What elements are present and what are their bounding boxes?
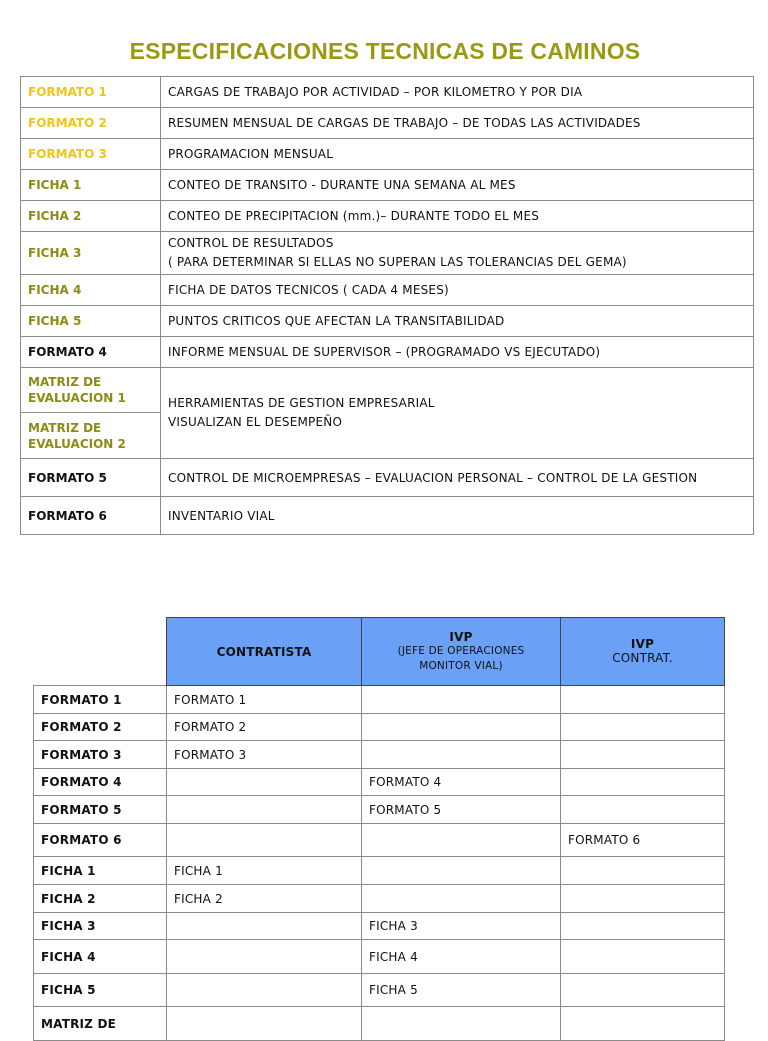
cell-contratista: FORMATO 2 [167, 714, 362, 741]
table-row [34, 741, 725, 769]
header-ivp-contrat [561, 618, 725, 686]
row-code: FORMATO 5 [34, 796, 167, 824]
table-row [34, 885, 725, 913]
row-code: FORMATO 5 [21, 459, 161, 497]
row-code: FICHA 3 [34, 913, 167, 940]
description-line: HERRAMIENTAS DE GESTION EMPRESARIAL [168, 396, 435, 410]
row-description: PUNTOS CRITICOS QUE AFECTAN LA TRANSITABILIDAD [161, 306, 754, 337]
cell-ivp: FICHA 5 [362, 974, 561, 1007]
table-row [34, 796, 725, 824]
row-code: FORMATO 6 [21, 497, 161, 535]
header-sublabel: (JEFE DE OPERACIONES [397, 644, 525, 657]
cell-contratista [167, 796, 362, 824]
row-description: RESUMEN MENSUAL DE CARGAS DE TRABAJO – DE TODAS LAS ACTIVIDADES [161, 108, 754, 139]
table-row [21, 368, 754, 413]
code-line: EVALUACION 2 [28, 436, 126, 451]
header-contratista [167, 618, 362, 686]
cell-ivp-contrat [561, 796, 725, 824]
empty-corner [34, 618, 167, 686]
cell-ivp: FICHA 3 [362, 913, 561, 940]
header-ivp-jefe [362, 618, 561, 686]
row-code: FORMATO 1 [21, 77, 161, 108]
cell-ivp [362, 857, 561, 885]
cell-ivp-contrat [561, 714, 725, 741]
table-row [21, 275, 754, 306]
row-code: FICHA 1 [21, 170, 161, 201]
code-line: MATRIZ DE [28, 375, 102, 389]
row-code: FORMATO 3 [34, 741, 167, 769]
row-code: FICHA 3 [21, 232, 161, 275]
table-row [21, 170, 754, 201]
cell-ivp-contrat [561, 857, 725, 885]
cell-ivp [362, 714, 561, 741]
row-description: FICHA DE DATOS TECNICOS ( CADA 4 MESES) [161, 275, 754, 306]
row-code [21, 368, 161, 413]
cell-ivp-contrat [561, 686, 725, 714]
cell-contratista [167, 974, 362, 1007]
cell-ivp-contrat: FORMATO 6 [561, 824, 725, 857]
header-label: CONTRATISTA [216, 644, 312, 659]
cell-ivp [362, 686, 561, 714]
specifications-table [20, 76, 754, 535]
header-label: IVP [630, 637, 655, 651]
table-row [34, 940, 725, 974]
cell-ivp-contrat [561, 940, 725, 974]
row-code: FORMATO 3 [21, 139, 161, 170]
table-row [21, 337, 754, 368]
cell-contratista [167, 940, 362, 974]
header-label: IVP [449, 629, 473, 644]
row-code [21, 413, 161, 459]
table-row [34, 913, 725, 940]
table-row [34, 857, 725, 885]
row-description: CONTEO DE TRANSITO - DURANTE UNA SEMANA AL MES [161, 170, 754, 201]
row-code: FORMATO 4 [21, 337, 161, 368]
description-line: ( PARA DETERMINAR SI ELLAS NO SUPERAN LAS TOLERANCIAS DEL GEMA) [168, 255, 627, 269]
cell-contratista: FICHA 1 [167, 857, 362, 885]
cell-ivp [362, 741, 561, 769]
cell-ivp-contrat [561, 974, 725, 1007]
cell-ivp: FORMATO 4 [362, 769, 561, 796]
row-description: CARGAS DE TRABAJO POR ACTIVIDAD – POR KILOMETRO Y POR DIA [161, 77, 754, 108]
code-line: EVALUACION 1 [28, 391, 126, 405]
header-sublabel: CONTRAT. [612, 651, 673, 665]
row-code: FORMATO 1 [34, 686, 167, 714]
row-description: CONTEO DE PRECIPITACION (mm.)– DURANTE TODO EL MES [161, 201, 754, 232]
table-row [21, 139, 754, 170]
row-code: FICHA 2 [34, 885, 167, 913]
row-code: FICHA 5 [34, 974, 167, 1007]
table-row [21, 232, 754, 275]
cell-contratista [167, 769, 362, 796]
cell-contratista [167, 824, 362, 857]
row-description: PROGRAMACION MENSUAL [161, 139, 754, 170]
table-row [34, 714, 725, 741]
table-row [34, 686, 725, 714]
cell-ivp-contrat [561, 769, 725, 796]
row-description [161, 368, 754, 459]
table-row [21, 108, 754, 139]
row-code: FICHA 5 [21, 306, 161, 337]
header-sublabel: MONITOR VIAL) [419, 659, 503, 672]
table-row [21, 459, 754, 497]
table-row [21, 497, 754, 535]
row-code: FICHA 4 [21, 275, 161, 306]
row-description: CONTROL DE MICROEMPRESAS – EVALUACION PERSONAL – CONTROL DE LA GESTION [161, 459, 754, 497]
cell-contratista: FICHA 2 [167, 885, 362, 913]
cell-contratista [167, 913, 362, 940]
cell-ivp-contrat [561, 741, 725, 769]
cell-contratista: FORMATO 3 [167, 741, 362, 769]
responsibility-table [33, 617, 725, 1041]
cell-ivp [362, 885, 561, 913]
code-line: MATRIZ DE [28, 420, 102, 435]
row-code: FORMATO 2 [34, 714, 167, 741]
table-row [34, 769, 725, 796]
row-code: MATRIZ DE [34, 1007, 167, 1041]
table-row [34, 974, 725, 1007]
cell-ivp-contrat [561, 885, 725, 913]
cell-ivp [362, 824, 561, 857]
table-row [21, 201, 754, 232]
row-description [161, 232, 754, 275]
table-row [21, 77, 754, 108]
cell-contratista: FORMATO 1 [167, 686, 362, 714]
row-code: FORMATO 4 [34, 769, 167, 796]
row-code: FICHA 4 [34, 940, 167, 974]
row-description: INFORME MENSUAL DE SUPERVISOR – (PROGRAMADO VS EJECUTADO) [161, 337, 754, 368]
row-code: FORMATO 2 [21, 108, 161, 139]
cell-ivp: FORMATO 5 [362, 796, 561, 824]
row-code: FICHA 1 [34, 857, 167, 885]
row-code: FORMATO 6 [34, 824, 167, 857]
cell-ivp-contrat [561, 913, 725, 940]
row-code: FICHA 2 [21, 201, 161, 232]
description-line: VISUALIZAN EL DESEMPEÑO [168, 415, 343, 429]
cell-ivp: FICHA 4 [362, 940, 561, 974]
table-row [34, 824, 725, 857]
header-row [34, 618, 725, 686]
page-title: ESPECIFICACIONES TECNICAS DE CAMINOS [129, 38, 641, 64]
description-line: CONTROL DE RESULTADOS [168, 236, 334, 250]
row-description: INVENTARIO VIAL [161, 497, 754, 535]
table-row [21, 306, 754, 337]
